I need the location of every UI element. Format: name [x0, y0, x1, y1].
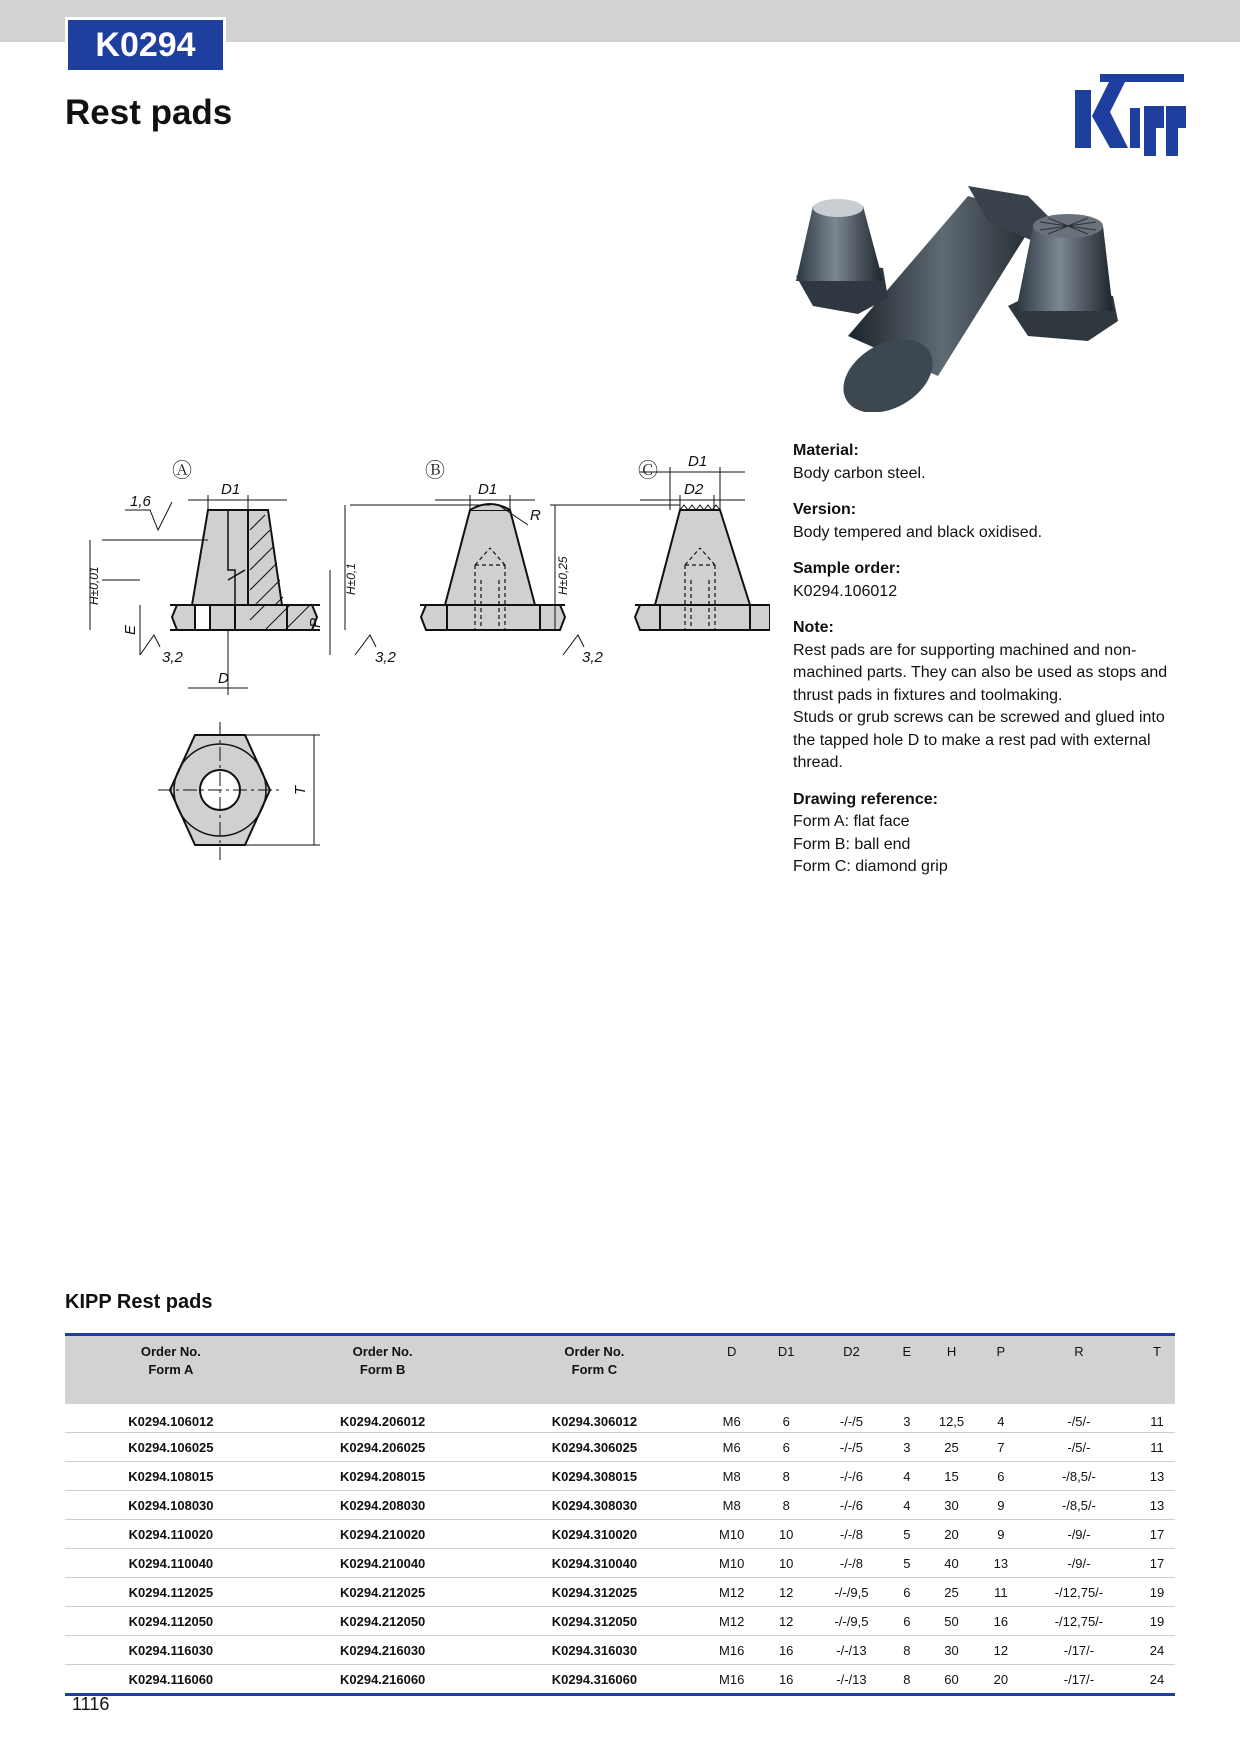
table-cell: K0294.316060 — [489, 1665, 701, 1695]
table-cell: 20 — [983, 1665, 1019, 1695]
column-header — [65, 1335, 277, 1405]
table-cell: 11 — [1139, 1433, 1175, 1462]
table-row — [65, 1462, 1175, 1491]
table-cell: K0294.206012 — [277, 1404, 489, 1433]
column-header-line: Form B — [359, 1362, 406, 1377]
column-header-line: D1 — [777, 1344, 795, 1359]
form-c-h-label: H±0,25 — [556, 556, 570, 595]
table-cell: K0294.212050 — [277, 1607, 489, 1636]
column-header-line: E — [902, 1344, 912, 1359]
table-cell: 12 — [983, 1636, 1019, 1665]
table-cell: 40 — [920, 1549, 983, 1578]
column-header — [809, 1335, 893, 1405]
spec-text: Form A: flat face Form B: ball end Form C: diamond grip — [793, 813, 948, 875]
photo-pad-left-body — [796, 206, 883, 281]
table-cell: 17 — [1139, 1549, 1175, 1578]
page-title: Rest pads — [65, 93, 233, 132]
table-cell: 7 — [983, 1433, 1019, 1462]
form-a-roughness-top: 1,6 — [130, 493, 151, 510]
spec-label: Note: — [793, 619, 834, 636]
table-cell: -/-/6 — [809, 1491, 893, 1520]
table-cell: K0294.110020 — [65, 1520, 277, 1549]
spec-version — [793, 499, 1173, 544]
table-cell: -/5/- — [1019, 1433, 1139, 1462]
table-cell: 9 — [983, 1491, 1019, 1520]
table-header-row — [65, 1335, 1175, 1405]
table-cell: M10 — [700, 1520, 763, 1549]
table-cell: 8 — [763, 1491, 809, 1520]
column-header-line: P — [996, 1344, 1006, 1359]
table-cell: -/-/6 — [809, 1462, 893, 1491]
table-cell: -/17/- — [1019, 1665, 1139, 1695]
column-header — [1019, 1335, 1139, 1405]
spec-label: Material: — [793, 442, 859, 459]
table-cell: 12 — [763, 1607, 809, 1636]
table-row — [65, 1549, 1175, 1578]
product-specs — [793, 440, 1173, 893]
table-cell: 15 — [920, 1462, 983, 1491]
form-a-h-label: H±0,01 — [87, 566, 101, 605]
column-header-line: T — [1153, 1344, 1161, 1359]
form-c-d2-label: D2 — [684, 481, 704, 498]
table-cell: 24 — [1139, 1665, 1175, 1695]
spec-drawing-reference — [793, 789, 1173, 879]
table-cell: 11 — [983, 1578, 1019, 1607]
table-cell: K0294.308015 — [489, 1462, 701, 1491]
table-cell: -/-/13 — [809, 1636, 893, 1665]
table-cell: 4 — [983, 1404, 1019, 1433]
table-cell: K0294.116030 — [65, 1636, 277, 1665]
table-cell: 60 — [920, 1665, 983, 1695]
photo-pad-left-face — [813, 199, 863, 217]
table-row — [65, 1433, 1175, 1462]
table-cell: 25 — [920, 1578, 983, 1607]
table-cell: 10 — [763, 1520, 809, 1549]
spec-material — [793, 440, 1173, 485]
spec-text: K0294.106012 — [793, 582, 898, 600]
table-cell: K0294.112050 — [65, 1607, 277, 1636]
table-row — [65, 1607, 1175, 1636]
column-header — [277, 1335, 489, 1405]
table-cell: K0294.310040 — [489, 1549, 701, 1578]
hex-t-label: T — [292, 785, 309, 795]
table-cell: -/-/5 — [809, 1433, 893, 1462]
column-header-line: Order No. — [352, 1344, 413, 1359]
table-cell: 8 — [894, 1665, 920, 1695]
table-cell: K0294.112025 — [65, 1578, 277, 1607]
table-cell: K0294.310020 — [489, 1520, 701, 1549]
table-cell: K0294.306012 — [489, 1404, 701, 1433]
table-cell: 13 — [1139, 1462, 1175, 1491]
table-cell: -/-/9,5 — [809, 1607, 893, 1636]
product-code-badge: K0294 — [65, 17, 226, 73]
table-cell: 50 — [920, 1607, 983, 1636]
table-cell: 20 — [920, 1520, 983, 1549]
table-cell: 13 — [1139, 1491, 1175, 1520]
table-body — [65, 1404, 1175, 1695]
form-c-d1-label: D1 — [688, 453, 708, 470]
photo-pad-right-body — [1016, 226, 1113, 311]
column-header — [489, 1335, 701, 1405]
spec-text: Rest pads are for supporting machined and non- machined parts. They can also be used as stops and thrust pads in fixtures and toolmaking. Studs or grub screws can be screwed and glued into the tapped hole D to make a rest pad with external thread. — [793, 641, 1168, 771]
table-cell: K0294.312050 — [489, 1607, 701, 1636]
form-b-drawing — [420, 504, 565, 630]
table-cell: K0294.308030 — [489, 1491, 701, 1520]
form-b-label: Ⓑ — [425, 460, 445, 482]
column-header — [894, 1335, 920, 1405]
table-cell: K0294.106025 — [65, 1433, 277, 1462]
form-c-roughness-bottom: 3,2 — [582, 649, 603, 666]
table-cell: 8 — [894, 1636, 920, 1665]
form-a-roughness-bottom: 3,2 — [162, 649, 183, 666]
spec-label: Drawing reference: — [793, 790, 938, 808]
table-cell: 19 — [1139, 1578, 1175, 1607]
page-number: 1116 — [72, 1694, 110, 1714]
table-cell: K0294.106012 — [65, 1404, 277, 1433]
column-header-line: R — [1074, 1344, 1084, 1359]
table-cell: 4 — [894, 1462, 920, 1491]
table-cell: -/5/- — [1019, 1404, 1139, 1433]
table-cell: 25 — [920, 1433, 983, 1462]
table-cell: K0294.206025 — [277, 1433, 489, 1462]
table-cell: -/9/- — [1019, 1549, 1139, 1578]
form-b-r-label: R — [530, 507, 541, 524]
table-cell: 5 — [894, 1520, 920, 1549]
table-row — [65, 1665, 1175, 1695]
column-header — [700, 1335, 763, 1405]
column-header — [920, 1335, 983, 1405]
table-cell: -/8,5/- — [1019, 1491, 1139, 1520]
table-cell: 3 — [894, 1404, 920, 1433]
table-cell: -/8,5/- — [1019, 1462, 1139, 1491]
table-cell: M6 — [700, 1404, 763, 1433]
column-header-line: H — [946, 1344, 957, 1359]
spec-label: Sample order: — [793, 560, 901, 577]
table-cell: K0294.210040 — [277, 1549, 489, 1578]
table-cell: 30 — [920, 1491, 983, 1520]
table-cell: 16 — [983, 1607, 1019, 1636]
table-row — [65, 1520, 1175, 1549]
table-cell: M8 — [700, 1491, 763, 1520]
hex-top-view — [158, 722, 282, 860]
table-cell: M10 — [700, 1549, 763, 1578]
table-cell: -/-/9,5 — [809, 1578, 893, 1607]
table-cell: 6 — [894, 1578, 920, 1607]
table-row — [65, 1578, 1175, 1607]
spec-sample-order — [793, 558, 1173, 603]
table-cell: 9 — [983, 1520, 1019, 1549]
table-cell: M12 — [700, 1607, 763, 1636]
table-cell: K0294.116060 — [65, 1665, 277, 1695]
table-cell: -/12,75/- — [1019, 1578, 1139, 1607]
form-a-d1-label: D1 — [221, 481, 241, 498]
table-cell: K0294.216030 — [277, 1636, 489, 1665]
table-cell: K0294.210020 — [277, 1520, 489, 1549]
table-cell: K0294.312025 — [489, 1578, 701, 1607]
table-cell: 24 — [1139, 1636, 1175, 1665]
order-table — [65, 1333, 1175, 1696]
table-cell: 19 — [1139, 1607, 1175, 1636]
form-c-label: Ⓒ — [638, 460, 658, 482]
table-cell: 6 — [763, 1433, 809, 1462]
table-cell: M8 — [700, 1462, 763, 1491]
table-row — [65, 1636, 1175, 1665]
technical-drawing — [80, 450, 770, 970]
order-table-wrap — [65, 1333, 1175, 1696]
column-header-line: D2 — [843, 1344, 860, 1359]
form-b-d1-label: D1 — [478, 481, 498, 498]
kipp-logo-text: Kipp — [1070, 72, 1073, 73]
form-a-p-label: P — [307, 617, 324, 628]
spec-text: Body tempered and black oxidised. — [793, 523, 1043, 541]
table-cell: K0294.316030 — [489, 1636, 701, 1665]
table-cell: 4 — [894, 1491, 920, 1520]
column-header-line: Form C — [571, 1362, 618, 1377]
table-cell: K0294.216060 — [277, 1665, 489, 1695]
form-a-d-label: D — [218, 670, 229, 687]
column-header-line: Order No. — [140, 1344, 201, 1359]
column-header-line: Order No. — [564, 1344, 625, 1359]
column-header-line: Form A — [148, 1362, 194, 1377]
table-cell: K0294.110040 — [65, 1549, 277, 1578]
table-cell: 6 — [983, 1462, 1019, 1491]
table-cell: -/12,75/- — [1019, 1607, 1139, 1636]
table-cell: K0294.212025 — [277, 1578, 489, 1607]
table-cell: 12 — [763, 1578, 809, 1607]
table-row — [65, 1491, 1175, 1520]
form-c-drawing — [635, 505, 770, 630]
table-cell: 6 — [763, 1404, 809, 1433]
table-cell: 12,5 — [920, 1404, 983, 1433]
table-cell: 8 — [763, 1462, 809, 1491]
form-a-e-label: E — [122, 624, 139, 635]
table-title: KIPP Rest pads — [65, 1291, 213, 1313]
table-cell: 6 — [894, 1607, 920, 1636]
table-cell: -/-/8 — [809, 1549, 893, 1578]
column-header — [983, 1335, 1019, 1405]
table-cell: -/-/13 — [809, 1665, 893, 1695]
rest-pads-photo — [788, 186, 1158, 412]
spec-label: Version: — [793, 501, 857, 518]
table-row — [65, 1404, 1175, 1433]
kipp-logo-mark — [1075, 74, 1186, 156]
form-a-drawing — [170, 510, 320, 630]
kipp-logo — [1070, 72, 1188, 162]
table-cell: M6 — [700, 1433, 763, 1462]
spec-note — [793, 617, 1173, 775]
column-header-line: D — [726, 1344, 737, 1359]
table-cell: -/-/5 — [809, 1404, 893, 1433]
table-cell: K0294.108015 — [65, 1462, 277, 1491]
column-header — [1139, 1335, 1175, 1405]
table-cell: 5 — [894, 1549, 920, 1578]
table-cell: 13 — [983, 1549, 1019, 1578]
table-cell: K0294.306025 — [489, 1433, 701, 1462]
table-cell: M16 — [700, 1665, 763, 1695]
table-cell: 17 — [1139, 1520, 1175, 1549]
table-cell: -/-/8 — [809, 1520, 893, 1549]
table-cell: 16 — [763, 1636, 809, 1665]
table-cell: K0294.208015 — [277, 1462, 489, 1491]
form-a-label: Ⓐ — [172, 460, 192, 482]
table-cell: M12 — [700, 1578, 763, 1607]
form-b-h-label: H±0,1 — [344, 563, 358, 595]
table-cell: K0294.108030 — [65, 1491, 277, 1520]
table-cell: 30 — [920, 1636, 983, 1665]
table-cell: 10 — [763, 1549, 809, 1578]
spec-text: Body carbon steel. — [793, 464, 926, 482]
table-cell: M16 — [700, 1636, 763, 1665]
table-cell: 3 — [894, 1433, 920, 1462]
table-cell: 11 — [1139, 1404, 1175, 1433]
table-cell: -/9/- — [1019, 1520, 1139, 1549]
form-b-roughness-bottom: 3,2 — [375, 649, 396, 666]
table-cell: -/17/- — [1019, 1636, 1139, 1665]
table-cell: 16 — [763, 1665, 809, 1695]
table-cell: K0294.208030 — [277, 1491, 489, 1520]
column-header — [763, 1335, 809, 1405]
